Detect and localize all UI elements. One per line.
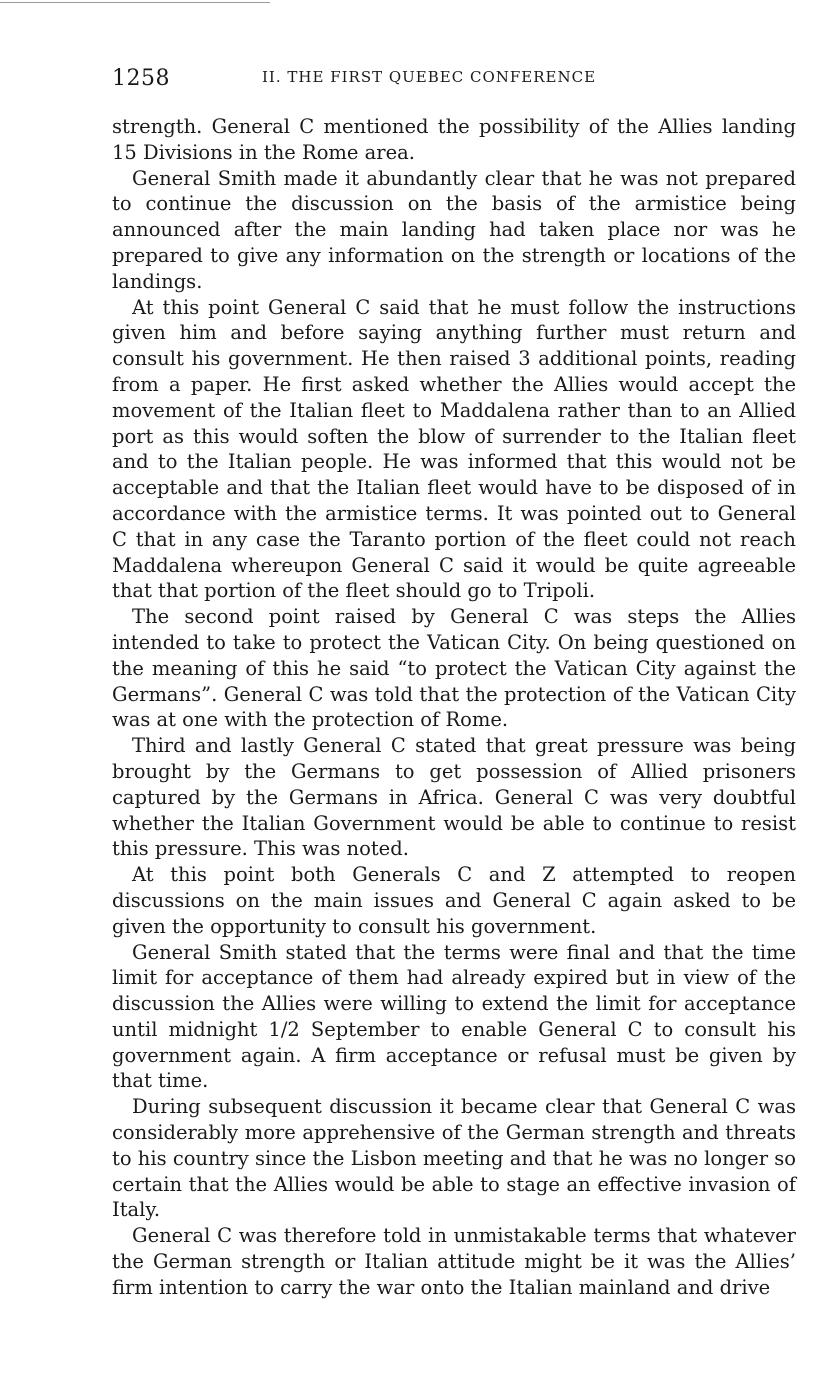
- top-rule: [0, 2, 270, 3]
- paragraph: During subsequent discussion it became clear that General C was considerably more apprehensive of the German strength and threats to his country since the Lisbon meeting and that he was no longer so certain that the Allies would be able to stage an effective invasion of Italy.: [112, 1095, 796, 1222]
- paragraph-continued: strength. General C mentioned the possibility of the Allies landing 15 Divisions in the Rome area.: [112, 115, 796, 164]
- paragraph: The second point raised by General C was steps the Allies intended to take to protect the Vatican City. On being questioned on the meaning of this he said “to protect the Vatican City against the Germans”. General C was told that the protection of the Vatican City was at one with the protection of Rome.: [112, 605, 796, 732]
- paragraph: General C was therefore told in unmistakable terms that whatever the German strength or Italian attitude might be it was the Allies’ firm intention to carry the war onto the Italian mainland and drive: [112, 1224, 796, 1299]
- paragraph: At this point both Generals C and Z attempted to reopen discussions on the main issues and General C again asked to be given the opportunity to consult his government.: [112, 863, 796, 938]
- body-text: [112, 114, 796, 1301]
- paragraph: Third and lastly General C stated that great pressure was being brought by the Germans to get possession of Allied prisoners captured by the Germans in Africa. General C was very doubtful whether the Italian Government would be able to continue to resist this pressure. This was noted.: [112, 734, 796, 861]
- running-head: II. THE FIRST QUEBEC CONFERENCE: [262, 68, 597, 86]
- page-header: [112, 62, 802, 96]
- page-number: 1258: [112, 66, 170, 91]
- paragraph: At this point General C said that he must follow the instructions given him and before saying anything further must return and consult his government. He then raised 3 additional points, reading from a paper. He first asked whether the Allies would accept the movement of the Italian fleet to Maddalena rather than to an Allied port as this would soften the blow of surrender to the Italian fleet and to the Italian people. He was informed that this would not be acceptable and that the Italian fleet would have to be disposed of in accordance with the armistice terms. It was pointed out to General C that in any case the Taranto portion of the fleet could not reach Maddalena whereupon General C said it would be quite agreeable that that portion of the fleet should go to Tripoli.: [112, 295, 796, 603]
- paragraph: General Smith stated that the terms were final and that the time limit for acceptance of them had already expired but in view of the discussion the Allies were willing to extend the limit for acceptance until midnight 1/2 September to enable General C to consult his government again. A firm acceptance or refusal must be given by that time.: [112, 940, 796, 1093]
- paragraph: General Smith made it abundantly clear that he was not prepared to continue the discussion on the basis of the armistice being announced after the main landing had taken place nor was he prepared to give any information on the strength or locations of the landings.: [112, 166, 796, 293]
